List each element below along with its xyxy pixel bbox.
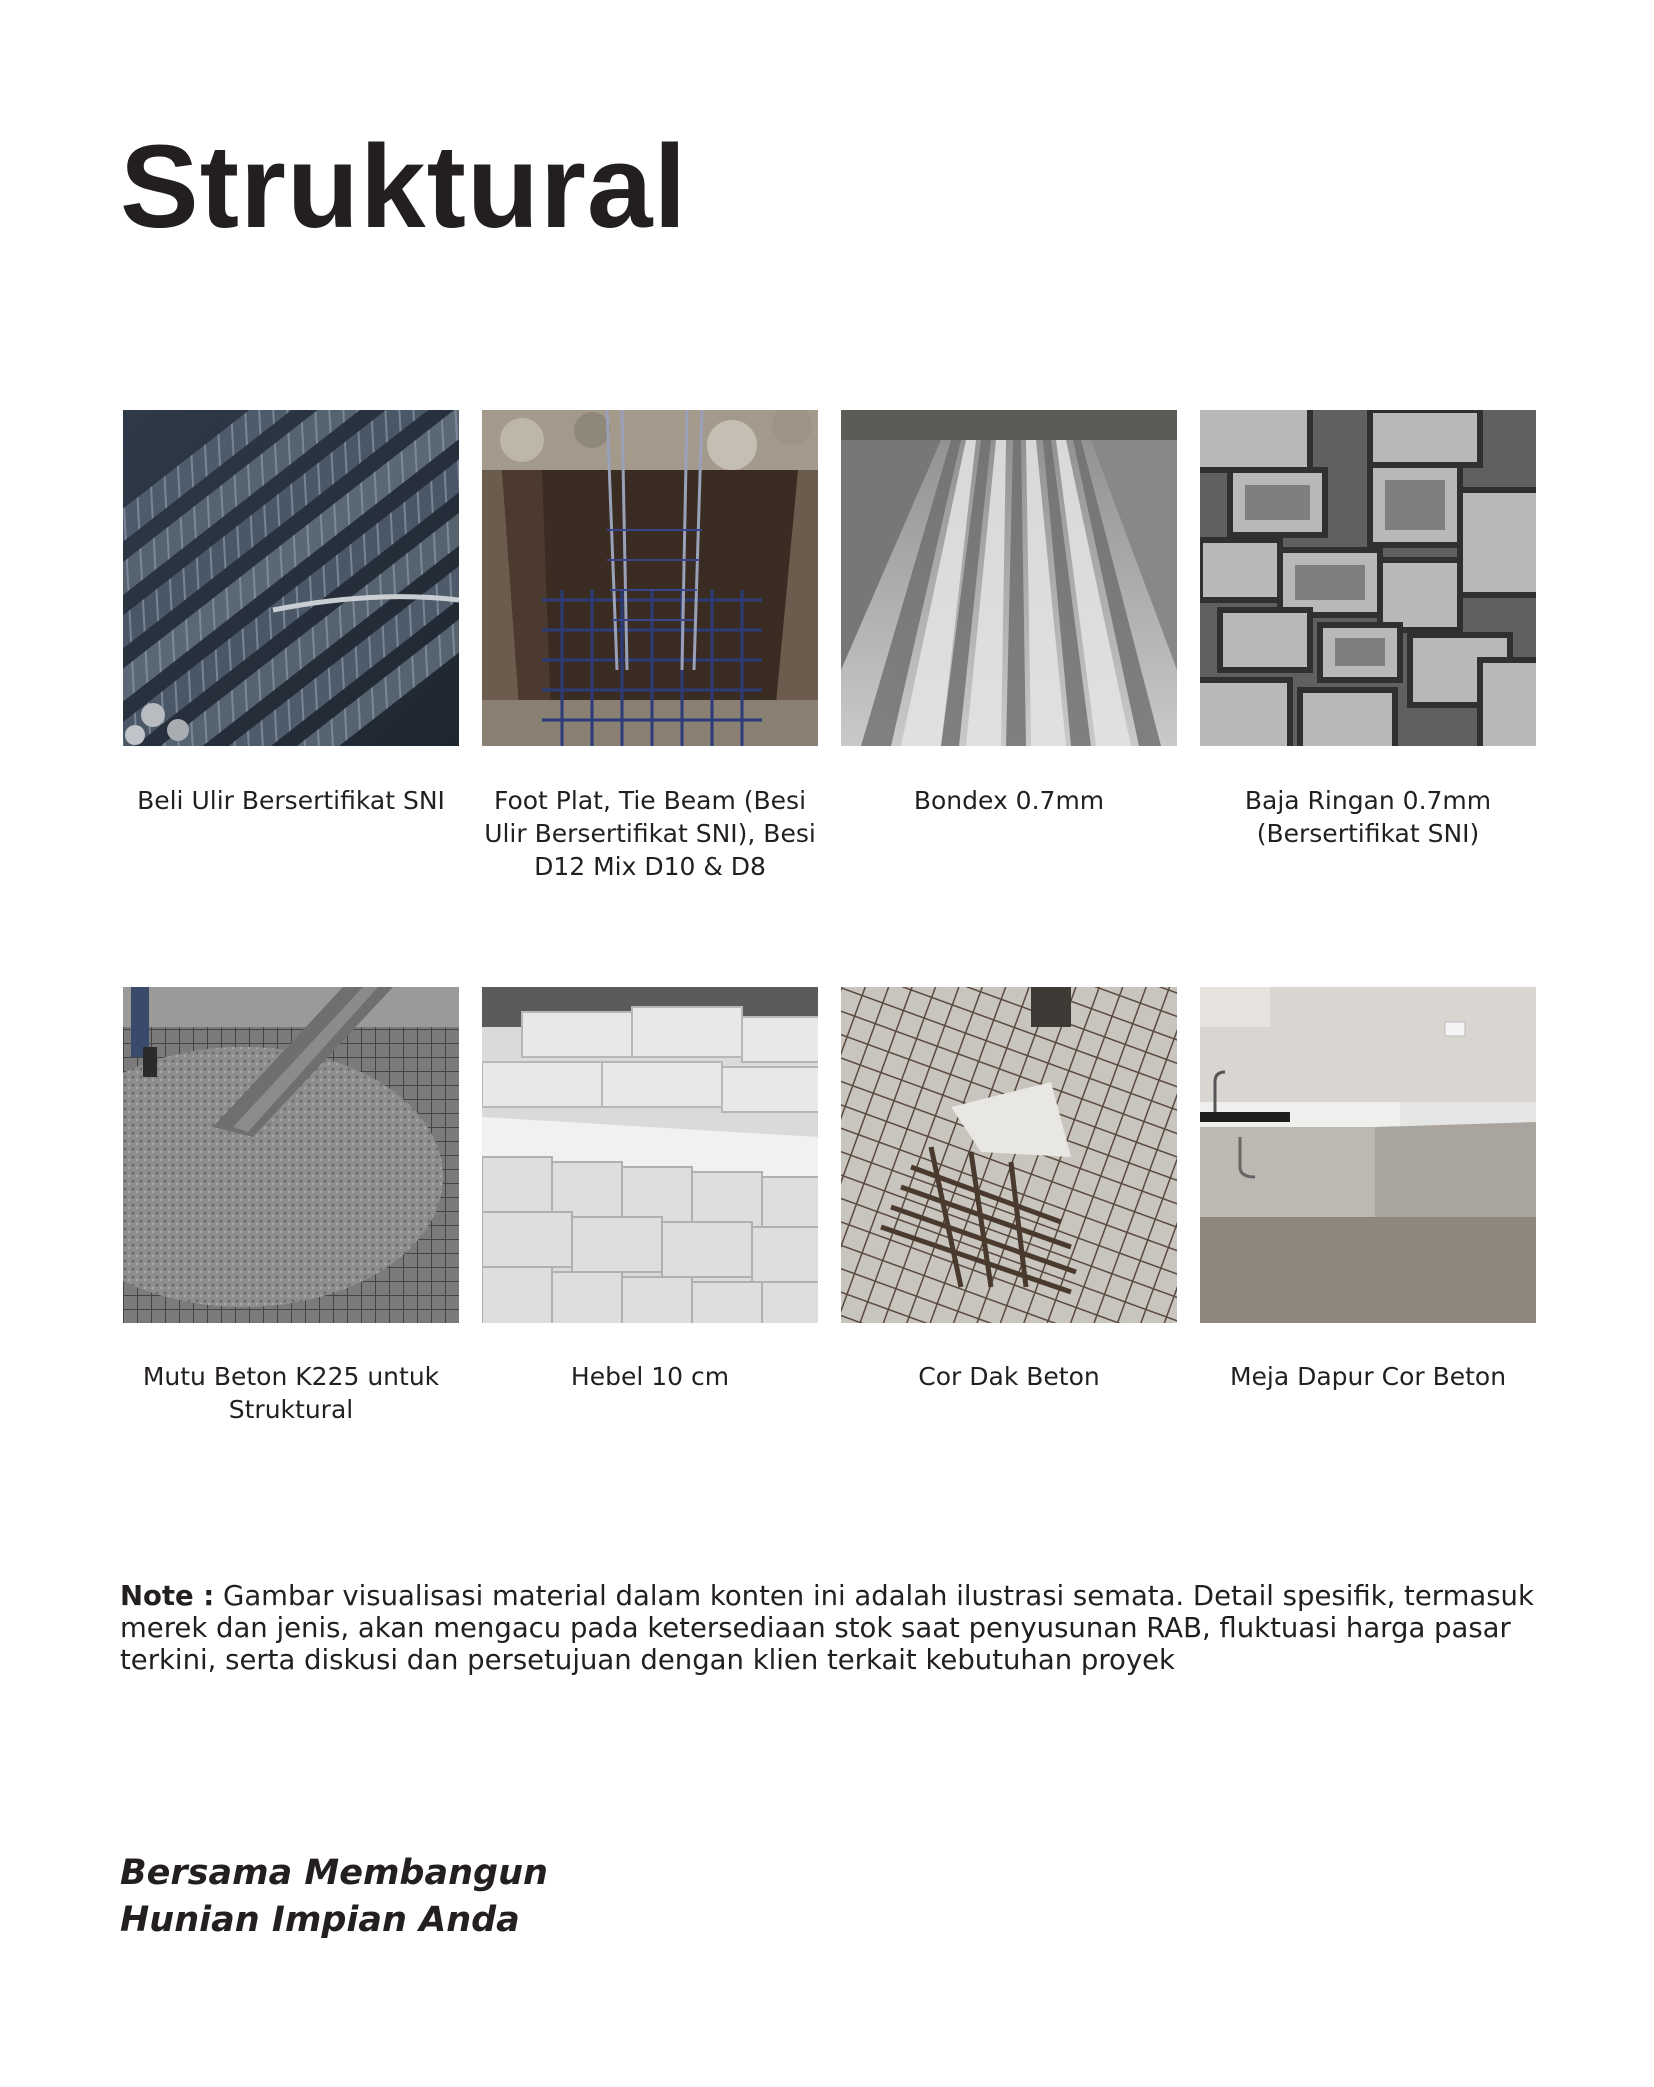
tagline-line-1: Bersama Membangun <box>120 1853 548 1893</box>
rebar-bundle-photo <box>123 410 459 746</box>
hebel-block-photo <box>482 987 818 1323</box>
concrete-kitchen-counter-photo <box>1200 987 1536 1323</box>
disclaimer-note <box>120 1580 1540 1676</box>
tagline-line-2: Hunian Impian Anda <box>120 1900 520 1940</box>
material-caption: Beli Ulir Bersertifikat SNI <box>137 786 445 815</box>
bondex-deck-photo <box>841 410 1177 746</box>
material-caption: Hebel 10 cm <box>570 1362 730 1391</box>
material-caption: Cor Dak Beton <box>918 1362 1100 1391</box>
material-caption: Meja Dapur Cor Beton <box>1229 1362 1507 1391</box>
footing-rebar-cage-photo <box>482 410 818 746</box>
material-caption: Baja Ringan 0.7mm (Bersertifikat SNI) <box>1244 786 1492 848</box>
material-caption: Mutu Beton K225 untuk Struktural <box>142 1362 440 1424</box>
material-caption: Foot Plat, Tie Beam (Besi Ulir Bersertifikat SNI), Besi D12 Mix D10 & D8 <box>484 786 816 881</box>
page-title: Struktural <box>120 121 688 253</box>
material-caption: Bondex 0.7mm <box>913 786 1105 815</box>
slab-rebar-photo <box>841 987 1177 1323</box>
concrete-pour-photo <box>123 987 459 1323</box>
light-steel-profile-photo <box>1200 410 1536 746</box>
note-label: Note : <box>120 1580 215 1612</box>
note-text: Gambar visualisasi material dalam konten ini adalah ilustrasi semata. Detail spesifik, termasuk merek dan jenis, akan mengacu pada ketersediaan stok saat penyusunan RAB, fluktuasi harga pasar terkini, serta diskusi dan persetujuan dengan klien terkait kebutuhan proyek <box>120 1580 1534 1676</box>
tagline <box>120 1850 548 1944</box>
